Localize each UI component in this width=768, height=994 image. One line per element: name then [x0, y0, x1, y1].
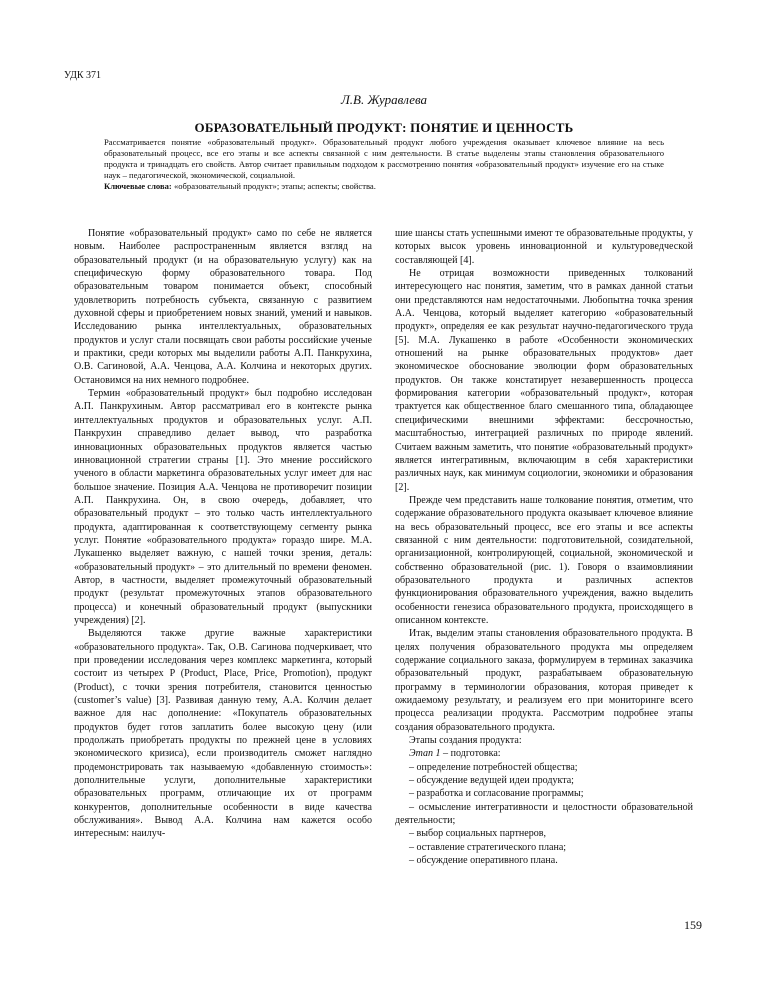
stage-label: Этап 1 — [409, 748, 441, 760]
paragraph: Не отрицая возможности приведенных толкований интересующего нас понятия, заметим, что в рамках данной статьи они представляются нам недостаточными. Любопытна точка зрения А.А. Ченцова, который выделяет категорию «образовательный продукт», определяя ее как результат научно-педагогического труда [5]. М.А. Лукашенко в работе «Особенности экономических отношений на рынке образовательных продуктов» дает экономическое обоснование эволюции форм образовательных продуктов. Он также констатирует незавершенность процесса формирования категории «образовательный продукт», которая трактуется как общественное благо смешанного типа, обладающее специфическими внешними эффектами: бессрочностью, масштабностью, интеграцией различных по природе явлений. Считаем важным заметить, что понятие «образовательный продукт» является интегративным, включающим в себя характеристики различных наук, как минимум социологии, экономики и образования [2]. — [395, 268, 693, 493]
keywords-label: Ключевые слова: — [104, 180, 172, 191]
article-title: ОБРАЗОВАТЕЛЬНЫЙ ПРОДУКТ: ПОНЯТИЕ И ЦЕННОСТЬ — [194, 120, 574, 135]
left-column — [74, 227, 372, 841]
list-item: – определение потребностей общества; — [409, 761, 578, 773]
list-item: – выбор социальных партнеров, — [409, 828, 546, 840]
paragraph: Термин «образовательный продукт» был подробно исследован А.П. Панкрухиным. Автор рассматривал его в контексте рынка интеллектуальных продуктов и образовательных услуг. А.П. Панкрухин справедливо делает вывод, что разработка инновационных образовательных продуктов является частью инновационной стратегии страны [1]. Это мнение российского ученого в области маркетинга образовательных услуг имеет для нас большое значение. Позиция А.А. Ченцова не противоречит позиции А.П. Панкрухина. Он, в свою очередь, добавляет, что образовательный продукт – это только часть интеллектуального продукта, адаптированная к соответствующему сегменту рынка услуг. Понятие «образовательного продукта» гораздо шире. М.А. Лукашенко выделяет важную, с нашей точки зрения, деталь: «образовательный продукт» – это длительный по времени феномен. Автор, в частности, выделяет промежуточный образовательный продукт (результат промежуточных этапов образовательного процесса) и конечный образовательный продукт (выпускники учреждения) [2]. — [74, 388, 372, 626]
page-number: 159 — [684, 918, 702, 932]
paragraph: Выделяются также другие важные характеристики «образовательного продукта». Так, О.В. Сагинова подчеркивает, что при проведении исследования через комплекс маркетинга, который состоит из четырех P (Product, Place, Price, Promotion), продукт (Product), с точки зрения потребителя, становится ценностью (customer’s value) [3]. Развивая данную тему, А.А. Колчин делает важное для нас дополнение: «Покупатель образовательных продуктов будет готов заплатить более высокую цену (или продолжать приобретать продукты по прежней цене в условиях экономического кризиса), если производитель сможет наглядно продемонстрировать так называемую «добавленную стоимость»: дополнительные услуги, дополнительные характеристики образовательных программ, отличающие их от программ конкурентов, дополнительные особенности в виде качества обслуживания». Вывод А.А. Колчина нам кажется особо интересным: наилуч- — [74, 628, 372, 840]
abstract-text: Рассматривается понятие «образовательный продукт». Образовательный продукт любого учреждения оказывает ключевое влияние на весь образовательный процесс, все его этапы и все аспекты связанной с ним деятельности. В статье выделены этапы становления образовательного продукта и тринадцать его свойств. Автор считает правильным подходом к рассмотрению понятия «образовательный продукт» изучение его на стыке наук – педагогической, экономической, социальной. — [104, 137, 664, 180]
paragraph: Итак, выделим этапы становления образовательного продукта. В целях получения образовательного продукта мы определяем содержание социального заказа, формулируем в терминах заказчика образовательный продукт, разрабатываем образовательную программу в терминологии образования, которая приведет к ожидаемому результату, и реализуем его при мониторинге всего процесса реализации продукта. Рассмотрим подробнее этапы создания образовательного продукта. — [395, 628, 693, 733]
stage-heading — [395, 747, 693, 760]
right-column — [395, 227, 693, 868]
list-item: – обсуждение оперативного плана. — [409, 855, 558, 867]
stage-rest: – подготовка: — [440, 748, 501, 760]
author-name: Л.В. Журавлева — [340, 92, 428, 107]
paragraph: Понятие «образовательный продукт» само по себе не является новым. Наиболее распространенным является взгляд на образовательный продукт (и на образовательную услугу) как на специфическую форму образовательного товара. Под образовательным товаром понимается объект, способный удовлетворить потребность субъекта, связанную с развитием духовной сферы и приобретением новых знаний, умений и навыков. Исследованию рынка интеллектуальных, образовательных продуктов и услуг стали посвящать свои работы российские ученые и практики, среди которых мы выделили работы А.П. Панкрухина, О.В. Сагиновой, А.А. Ченцова, А.А. Колчина и некоторых других. Остановимся на них немного подробнее. — [74, 228, 372, 386]
list-item: – обсуждение ведущей идеи продукта; — [409, 775, 574, 787]
keywords — [104, 181, 664, 192]
list-item: – оставление стратегического плана; — [409, 841, 567, 853]
paragraph: Этапы создания продукта: — [409, 735, 522, 747]
paragraph-continuation: шие шансы стать успешными имеют те образовательные продукты, у которых высок уровень инновационной и культуроведческой составляющей [4]. — [395, 228, 693, 266]
abstract — [104, 137, 664, 192]
list-item: – разработка и согласование программы; — [409, 788, 584, 800]
keywords-list: «образовательный продукт»; этапы; аспекты; свойства. — [171, 180, 376, 191]
paragraph: Прежде чем представить наше толкование понятия, отметим, что содержание образовательного продукта оказывает ключевое влияние на весь образовательный процесс, все его этапы и все аспекты связанной с ним деятельности: подготовительной, созидательной, организационной, контролирующей, социальной, экономической и собственно образовательной (рис. 1). Говоря о взаимовлиянии образовательного продукта и различных аспектов функционирования образовательного учреждения, важно выделить особенности генезиса образовательного продукта, происходящего в описанном контексте. — [395, 494, 693, 626]
list-item: – осмысление интегративности и целостности образовательной деятельности; — [395, 801, 693, 827]
udk-code: УДК 371 — [64, 70, 102, 81]
